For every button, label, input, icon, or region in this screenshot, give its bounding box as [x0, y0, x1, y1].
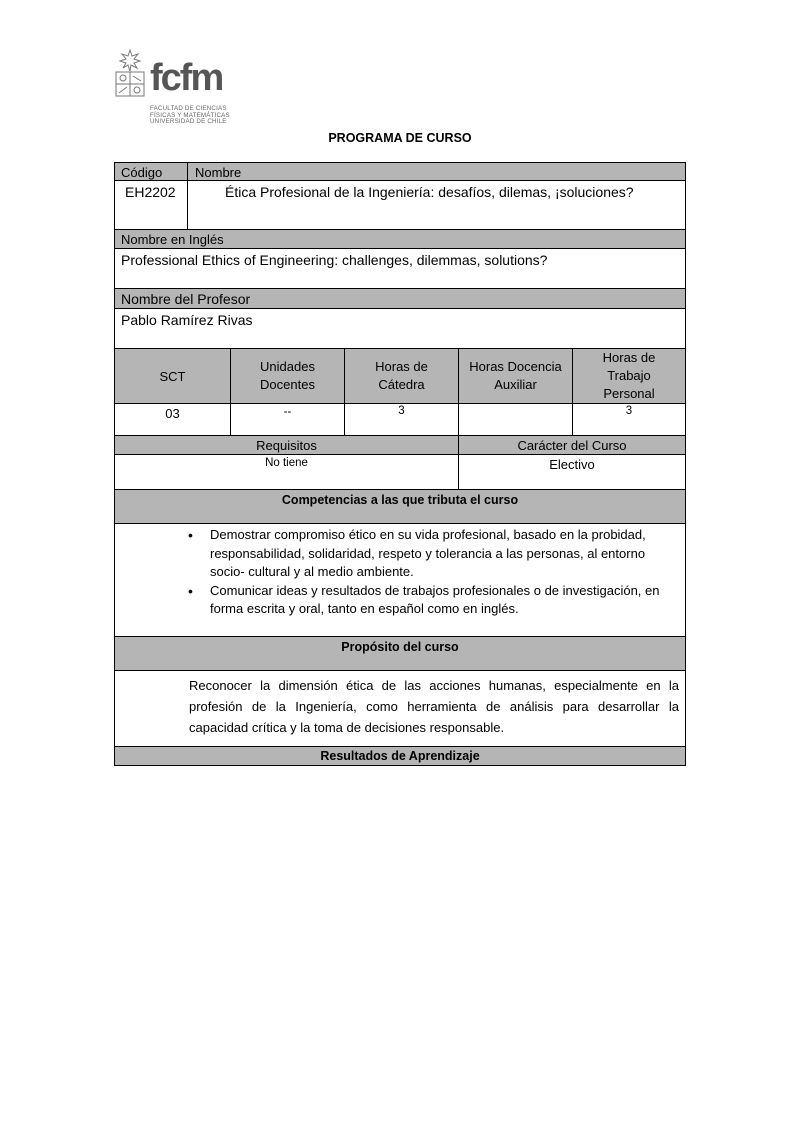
- hours-header-auxiliary: Horas Docencia Auxiliar: [458, 349, 572, 403]
- professor-header-row: [114, 289, 686, 309]
- hours-value-auxiliary: [458, 404, 572, 435]
- competencies-header-row: [114, 490, 686, 524]
- english-name-header-row: [114, 230, 686, 249]
- hours-header-sct: SCT: [159, 368, 186, 384]
- code-name-header-row: [114, 162, 686, 181]
- brand-subtitle: FACULTAD DE CIENCIAS FÍSICAS Y MATEMÁTICAS UNIVERSIDAD DE CHILE: [150, 105, 230, 126]
- code-name-values-row: [114, 181, 686, 230]
- brand-name: fcfm: [150, 57, 223, 99]
- fcfm-logo: [113, 48, 243, 130]
- course-code: EH2202: [125, 184, 176, 200]
- course-program-table: [114, 162, 686, 766]
- hours-header-lecture: Horas de Cátedra: [344, 349, 458, 403]
- course-character-value: Electivo: [458, 455, 685, 489]
- name-label: Nombre: [187, 163, 685, 180]
- university-emblem-icon: [113, 48, 147, 100]
- hours-values-row: [114, 404, 686, 436]
- competencies-title: Competencias a las que tributa el curso: [281, 493, 519, 507]
- learning-results-header-row: [114, 747, 686, 766]
- hours-header-personal: Horas de Trabajo Personal: [572, 349, 685, 403]
- hours-value-sct: 03: [165, 406, 180, 421]
- english-name-label: Nombre en Inglés: [121, 232, 224, 247]
- professor-name: Pablo Ramírez Rivas: [121, 312, 253, 328]
- competency-item: • Demostrar compromiso ético en su vida profesional, basado en la probidad, responsabilidad, solidaridad, respeto y tolerancia a las personas, al entorno socio- cultural y al medio ambiente.: [210, 526, 685, 582]
- learning-results-title: Resultados de Aprendizaje: [320, 749, 480, 763]
- purpose-title: Propósito del curso: [341, 640, 459, 654]
- course-character-label: Carácter del Curso: [458, 436, 685, 454]
- requirements-header-row: [114, 436, 686, 455]
- english-name: Professional Ethics of Engineering: challenges, dilemmas, solutions?: [121, 252, 548, 268]
- requirements-label: Requisitos: [256, 438, 317, 453]
- purpose-row: [114, 671, 686, 747]
- hours-header-units: Unidades Docentes: [230, 349, 344, 403]
- hours-value-lecture: 3: [344, 404, 458, 435]
- code-label: Código: [121, 165, 163, 180]
- professor-row: [114, 309, 686, 349]
- hours-value-units: --: [230, 404, 344, 435]
- document-title: PROGRAMA DE CURSO: [328, 131, 472, 145]
- english-name-row: [114, 249, 686, 289]
- hours-value-personal: 3: [572, 404, 685, 435]
- purpose-header-row: [114, 637, 686, 671]
- purpose-text: Reconocer la dimensión ética de las acciones humanas, especialmente en la profesión de la Ingeniería, como herramienta de análisis para desarrollar la capacidad crítica y la toma de decisiones responsable.: [189, 678, 679, 735]
- hours-header-row: [114, 349, 686, 404]
- competencies-row: [114, 524, 686, 637]
- course-name: Ética Profesional de la Ingeniería: desafíos, dilemas, ¡soluciones?: [187, 181, 685, 229]
- requirements-values-row: [114, 455, 686, 490]
- competencies-list: [115, 524, 685, 619]
- competency-item: • Comunicar ideas y resultados de trabajos profesionales o de investigación, en forma escrita y oral, tanto en español como en inglés.: [210, 582, 685, 619]
- requirements-value: No tiene: [265, 457, 308, 469]
- professor-label: Nombre del Profesor: [121, 291, 251, 307]
